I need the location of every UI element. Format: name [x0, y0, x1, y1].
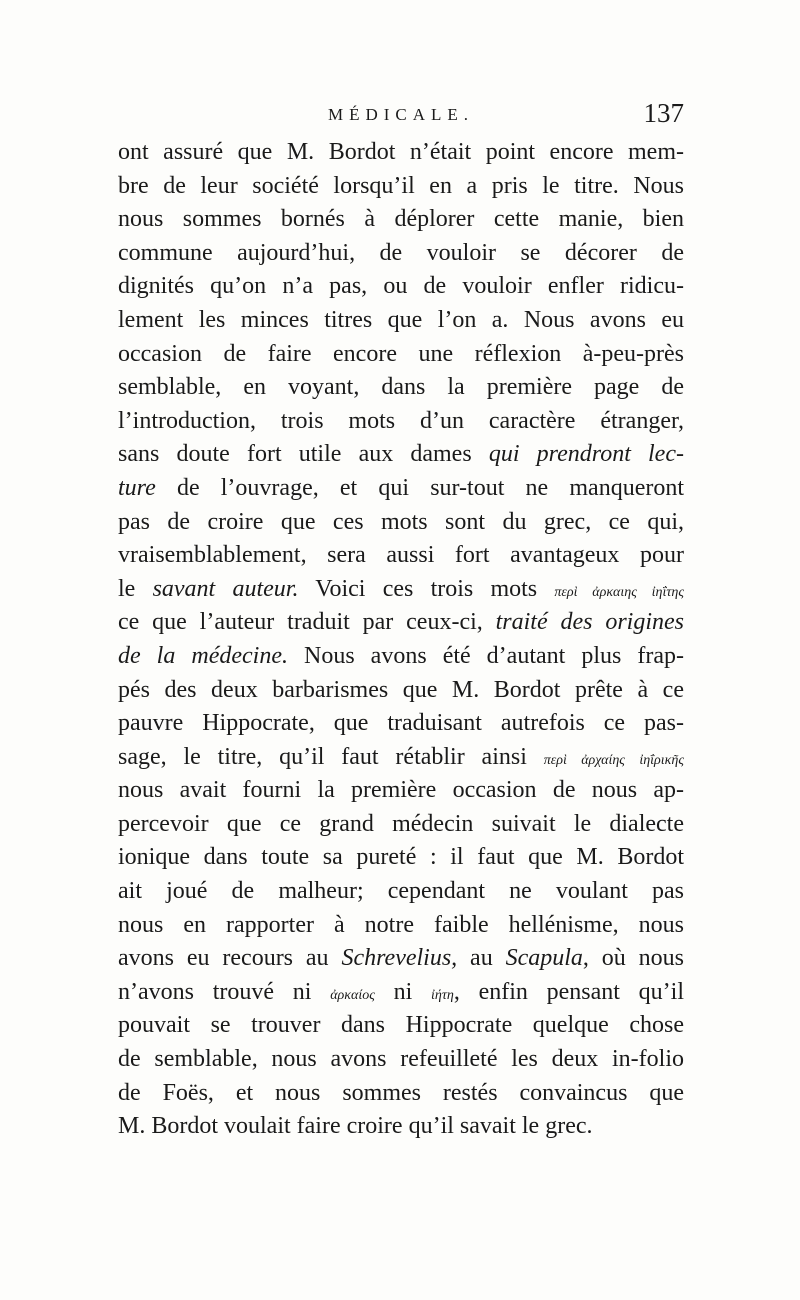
text-line — [118, 774, 684, 808]
text-run: pauvre Hippocrate, que traduisant autrefois ce pas- — [118, 710, 684, 737]
running-title: MÉDICALE. — [327, 105, 475, 124]
text-run: ce que l’auteur traduit par ceux-ci, — [118, 609, 496, 636]
text-line — [118, 674, 684, 708]
text-line — [118, 1110, 684, 1144]
text-line — [118, 1077, 684, 1111]
greek-text: περὶ ἀρχαίης ἰηΐρικῆς — [543, 752, 684, 768]
body-text — [118, 136, 684, 1144]
text-line — [118, 1043, 684, 1077]
italic-text: traité des origines — [495, 609, 684, 636]
text-run: M. Bordot voulait faire croire qu’il savait le grec. — [118, 1113, 593, 1140]
text-line — [118, 539, 684, 573]
text-run: nous sommes bornés à déplorer cette manie, bien — [118, 206, 684, 233]
italic-text: de la médecine. — [118, 642, 288, 669]
text-line — [118, 909, 684, 943]
text-line — [118, 203, 684, 237]
text-line — [118, 136, 684, 170]
text-run: n’avons trouvé ni — [118, 978, 331, 1005]
text-line — [118, 942, 684, 976]
text-run: dignités qu’on n’a pas, ou de vouloir enfler ridicu- — [118, 273, 684, 300]
text-run: sans doute fort utile aux dames — [118, 441, 489, 468]
italic-text: savant auteur. — [152, 575, 299, 602]
text-run: ait joué de malheur; cependant ne voulant pas — [118, 878, 684, 905]
text-run: semblable, en voyant, dans la première page de — [118, 374, 684, 401]
text-line — [118, 573, 684, 607]
text-line — [118, 875, 684, 909]
text-line — [118, 237, 684, 271]
text-line — [118, 1009, 684, 1043]
text-run: l’introduction, trois mots d’un caractère étranger, — [118, 407, 684, 434]
text-run: Voici ces trois mots — [298, 575, 555, 602]
text-line — [118, 170, 684, 204]
text-run: sage, le titre, qu’il faut rétablir ainsi — [118, 743, 544, 770]
text-line — [118, 270, 684, 304]
text-run: pés des deux barbarismes que M. Bordot prête à ce — [118, 676, 684, 703]
text-run: percevoir que ce grand médecin suivait le dialecte — [118, 810, 684, 837]
text-run: ni — [374, 978, 432, 1005]
text-run: nous avait fourni la première occasion de nous ap- — [118, 777, 684, 804]
text-line — [118, 841, 684, 875]
italic-text: ture — [118, 474, 156, 501]
text-line — [118, 640, 684, 674]
text-run: pas de croire que ces mots sont du grec, ce qui, — [118, 508, 684, 535]
text-line — [118, 304, 684, 338]
text-run: lement les minces titres que l’on a. Nous avons eu — [118, 306, 684, 333]
text-run: bre de leur société lorsqu’il en a pris le titre. Nous — [118, 172, 684, 199]
greek-text: ἀρκαίος — [330, 987, 375, 1003]
page-number: 137 — [643, 98, 684, 128]
text-line — [118, 338, 684, 372]
text-run: de semblable, nous avons refeuilleté les deux in-folio — [118, 1046, 684, 1073]
text-run: ionique dans toute sa pureté : il faut que M. Bordot — [118, 844, 684, 871]
text-line — [118, 808, 684, 842]
text-line — [118, 438, 684, 472]
text-run: de l’ouvrage, et qui sur-tout ne manqueront — [155, 474, 684, 501]
text-run: vraisemblablement, sera aussi fort avantageux pour — [118, 542, 684, 569]
text-line — [118, 506, 684, 540]
text-run: ont assuré que M. Bordot n’était point encore mem- — [118, 139, 684, 165]
text-run: avons eu recours au — [118, 945, 342, 972]
text-line — [118, 606, 684, 640]
italic-text: Scapula — [505, 945, 583, 972]
text-line — [118, 741, 684, 775]
text-run: commune aujourd’hui, de vouloir se décorer de — [118, 239, 684, 266]
text-run: nous en rapporter à notre faible hellénisme, nous — [118, 911, 684, 938]
text-run: , où nous — [582, 945, 684, 972]
greek-text: περὶ ἀρκαιης ἰηΐτης — [554, 584, 684, 600]
text-line — [118, 371, 684, 405]
text-line — [118, 707, 684, 741]
text-run: , enfin pensant qu’il — [453, 978, 684, 1005]
text-run: pouvait se trouver dans Hippocrate quelque chose — [118, 1012, 684, 1039]
text-line — [118, 472, 684, 506]
text-line — [118, 405, 684, 439]
text-run: au — [457, 945, 506, 972]
text-run: Nous avons été d’autant plus frap- — [287, 642, 684, 669]
text-run: occasion de faire encore une réflexion à-peu-près — [118, 340, 684, 367]
text-run: le — [118, 575, 153, 602]
italic-text: qui prendront lec- — [488, 441, 684, 468]
text-line — [118, 976, 684, 1010]
greek-text: ἰήτη — [431, 987, 454, 1003]
italic-text: Schrevelius, — [341, 945, 458, 972]
running-head — [118, 98, 684, 132]
text-run: de Foës, et nous sommes restés convaincus que — [118, 1079, 684, 1106]
